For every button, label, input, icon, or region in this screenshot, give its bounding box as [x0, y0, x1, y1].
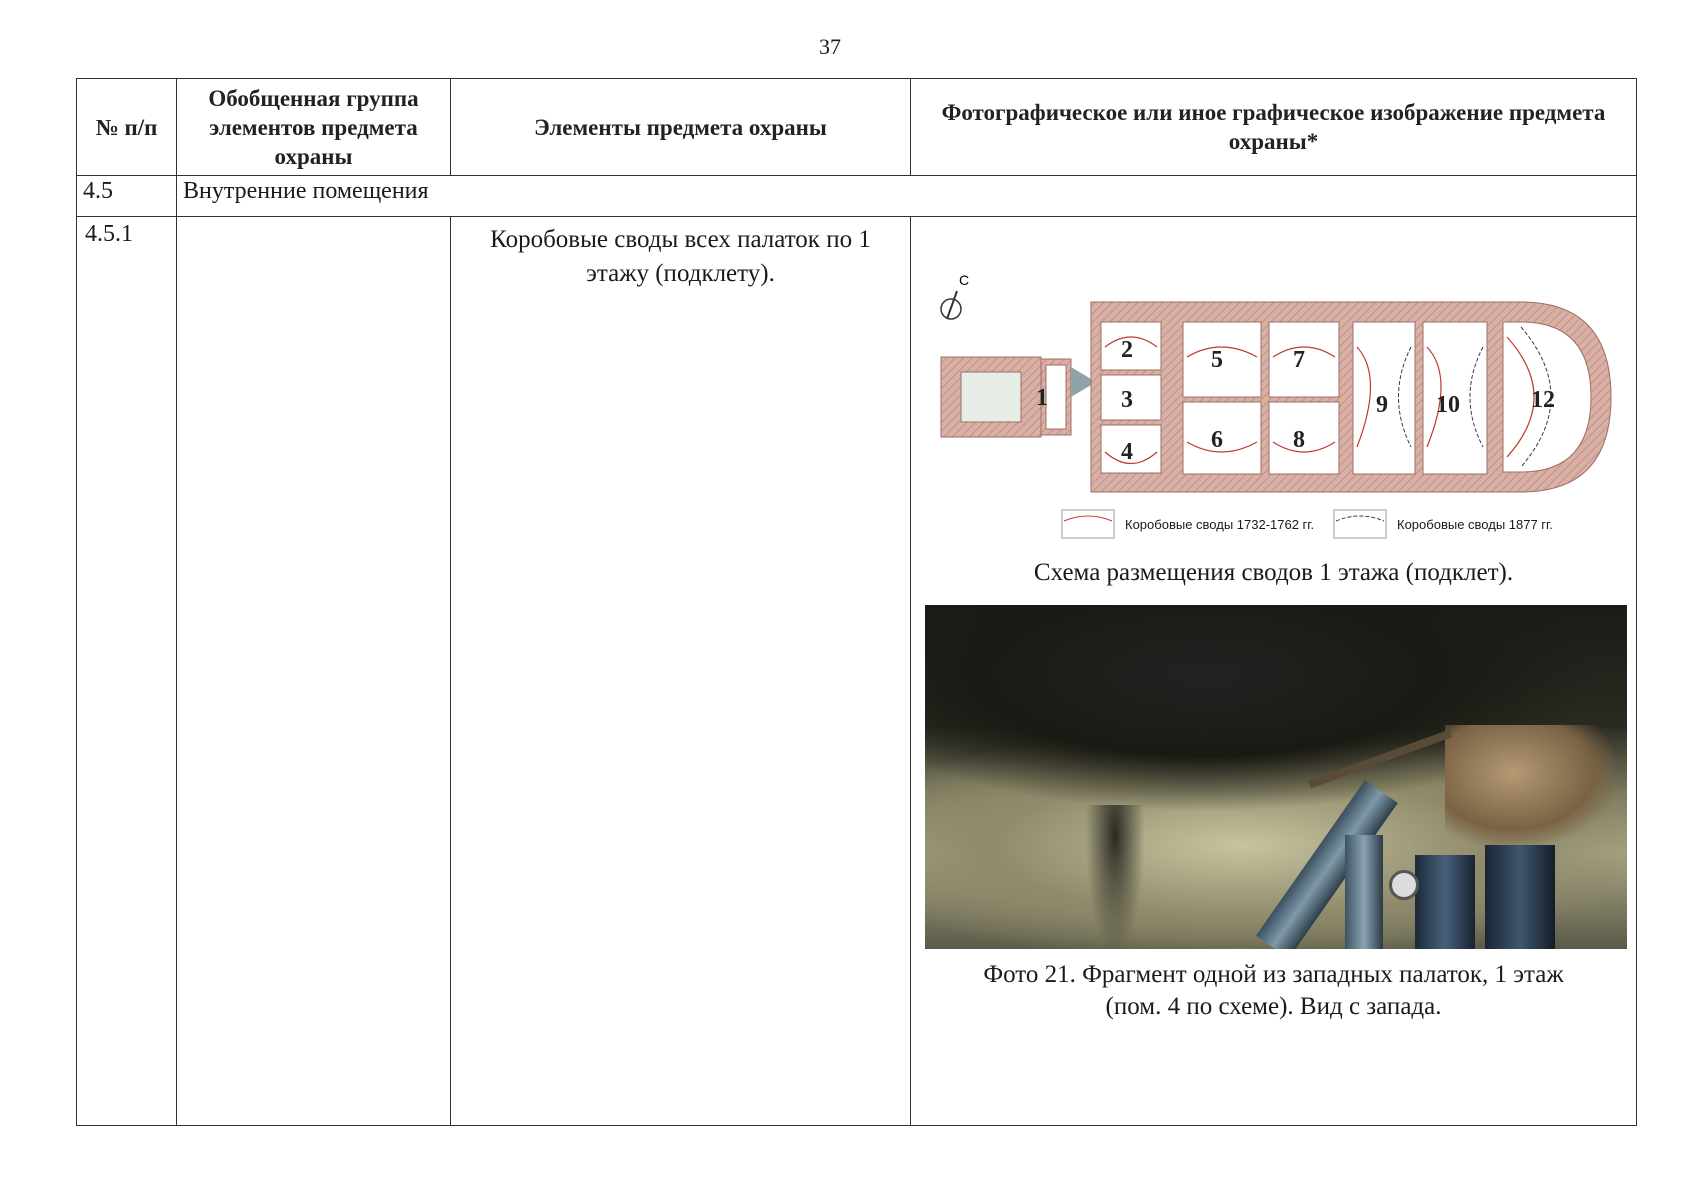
floor-plan-drawing [921, 247, 1621, 507]
plan-caption: Схема размещения сводов 1 этажа (подклет). [1033, 559, 1514, 586]
room-8: 8 [1293, 427, 1305, 453]
floor-plan [921, 247, 1621, 507]
item-elements-cell [451, 217, 911, 1126]
legend-label-1877: Коробовые своды 1877 гг. [1397, 517, 1553, 532]
item-number: 4.5.1 [77, 217, 177, 1126]
room-7: 7 [1293, 347, 1305, 373]
legend-swatch-red-icon [1061, 509, 1117, 541]
room-12: 12 [1531, 387, 1555, 413]
room-5: 5 [1211, 347, 1223, 373]
room-2: 2 [1121, 337, 1133, 363]
section-title: Внутренние помещения [177, 176, 1637, 217]
plan-legend [1061, 509, 1621, 543]
item-elements: Коробовые своды всех палаток по 1 этажу (подклету). [490, 226, 871, 287]
photo-caption-line2: (пом. 4 по схеме). Вид с запада. [1105, 993, 1442, 1020]
room-4: 4 [1121, 439, 1133, 465]
image-cell [911, 217, 1637, 1126]
room-10: 10 [1436, 392, 1460, 418]
header-image: Фотографическое или иное графическое изображение предмета охраны* [911, 79, 1637, 176]
photo-caption-line1: Фото 21. Фрагмент одной из западных палаток, 1 этаж [983, 961, 1564, 988]
photo-21 [925, 605, 1627, 949]
header-elements: Элементы предмета охраны [451, 79, 911, 176]
protection-table [76, 78, 1637, 1126]
table-row [77, 217, 1637, 1126]
room-3: 3 [1121, 387, 1133, 413]
room-9: 9 [1376, 392, 1388, 418]
legend-swatch-dark-icon [1333, 509, 1389, 541]
gauge-icon [1389, 870, 1419, 900]
north-label: С [959, 272, 970, 288]
section-number: 4.5 [77, 176, 177, 217]
header-group: Обобщенная группа элементов предмета охраны [177, 79, 451, 176]
table-header-row [77, 79, 1637, 176]
room-1: 1 [1036, 385, 1048, 411]
legend-label-1732: Коробовые своды 1732-1762 гг. [1125, 517, 1315, 532]
section-row [77, 176, 1637, 217]
north-arrow-icon [941, 291, 961, 319]
page-number: 37 [819, 34, 841, 59]
header-number: № п/п [77, 79, 177, 176]
room-6: 6 [1211, 427, 1223, 453]
item-group [177, 217, 451, 1126]
